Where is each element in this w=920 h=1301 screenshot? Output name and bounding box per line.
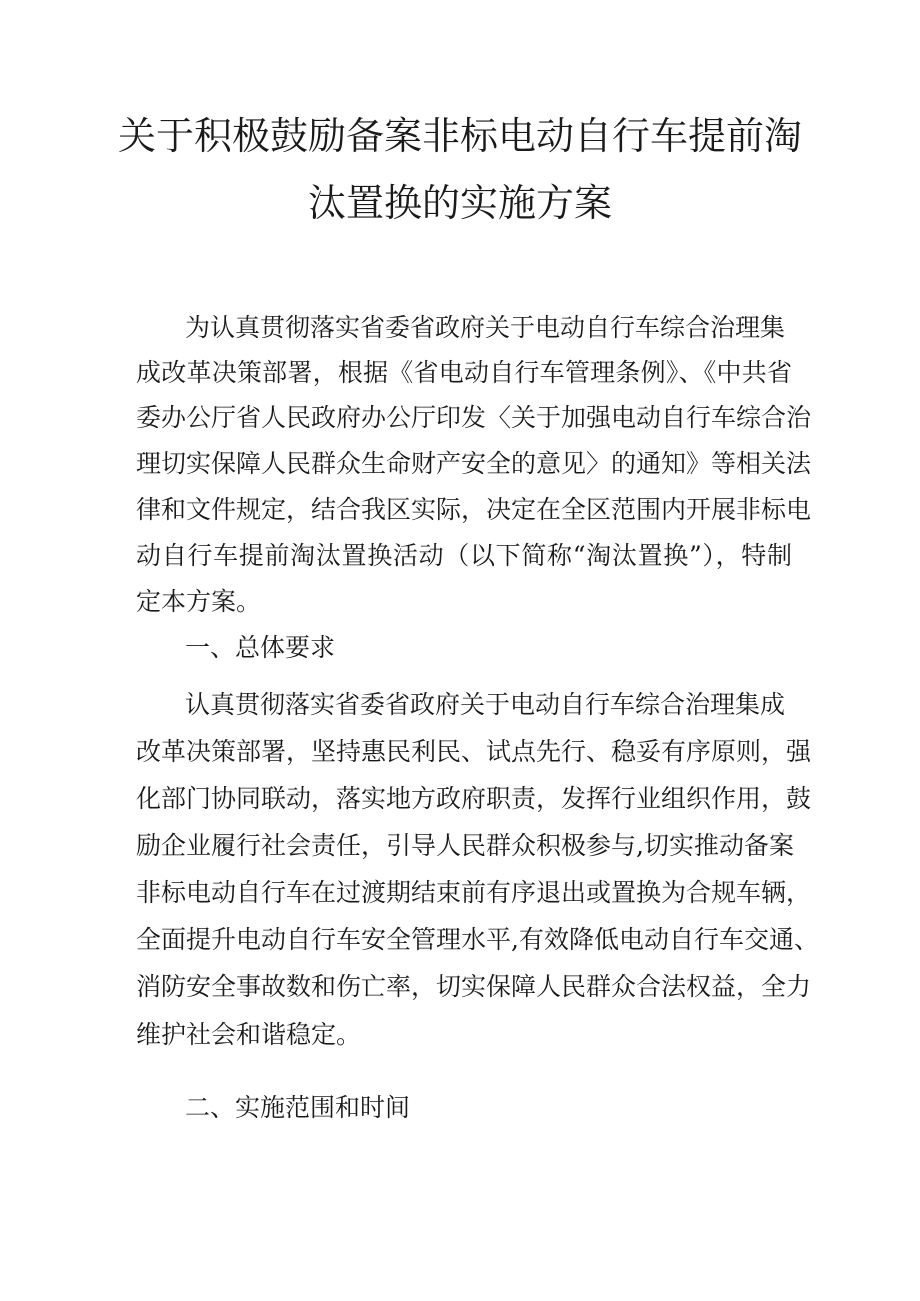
intro-line-2: 成改革决策部署，根据《省电动自行车管理条例》、《中共省 xyxy=(136,358,792,387)
section1-line-3: 化部门协同联动，落实地方政府职责，发挥行业组织作用，鼓 xyxy=(136,784,812,813)
section1-line-8: 维护社会和谐稳定。 xyxy=(136,1020,362,1049)
section1-line-1: 认真贯彻落实省委省政府关于电动自行车综合治理集成 xyxy=(185,690,786,719)
section1-line-5: 非标电动自行车在过渡期结束前有序退出或置换为合规车辆， xyxy=(136,878,812,907)
intro-line-4: 理切实保障人民群众生命财产安全的意见〉的通知》等相关法 xyxy=(136,449,812,478)
intro-line-3: 委办公厅省人民政府办公厅印发〈关于加强电动自行车综合治 xyxy=(136,403,812,432)
section1-line-4: 励企业履行社会责任，引导人民群众积极参与,切实推动备案 xyxy=(136,831,794,860)
document-title-line-2: 汰置换的实施方案 xyxy=(307,181,612,225)
section1-line-7: 消防安全事故数和伤亡率，切实保障人民群众合法权益，全力 xyxy=(136,972,812,1001)
section1-line-6: 全面提升电动自行车安全管理水平,有效降低电动自行车交通、 xyxy=(136,925,819,954)
document-title-line-1: 关于积极鼓励备案非标电动自行车提前淘 xyxy=(117,114,802,158)
intro-line-5: 律和文件规定，结合我区实际，决定在全区范围内开展非标电 xyxy=(136,495,812,524)
intro-line-7: 定本方案。 xyxy=(136,587,262,616)
section1-line-2: 改革决策部署，坚持惠民利民、试点先行、稳妥有序原则，强 xyxy=(136,737,812,766)
section-heading-general-requirements: 一、总体要求 xyxy=(185,633,336,662)
intro-line-6: 动自行车提前淘汰置换活动（以下简称“淘汰置换”），特制 xyxy=(136,541,792,570)
intro-line-1: 为认真贯彻落实省委省政府关于电动自行车综合治理集 xyxy=(185,313,786,342)
section-heading-scope-and-time: 二、实施范围和时间 xyxy=(185,1093,411,1122)
